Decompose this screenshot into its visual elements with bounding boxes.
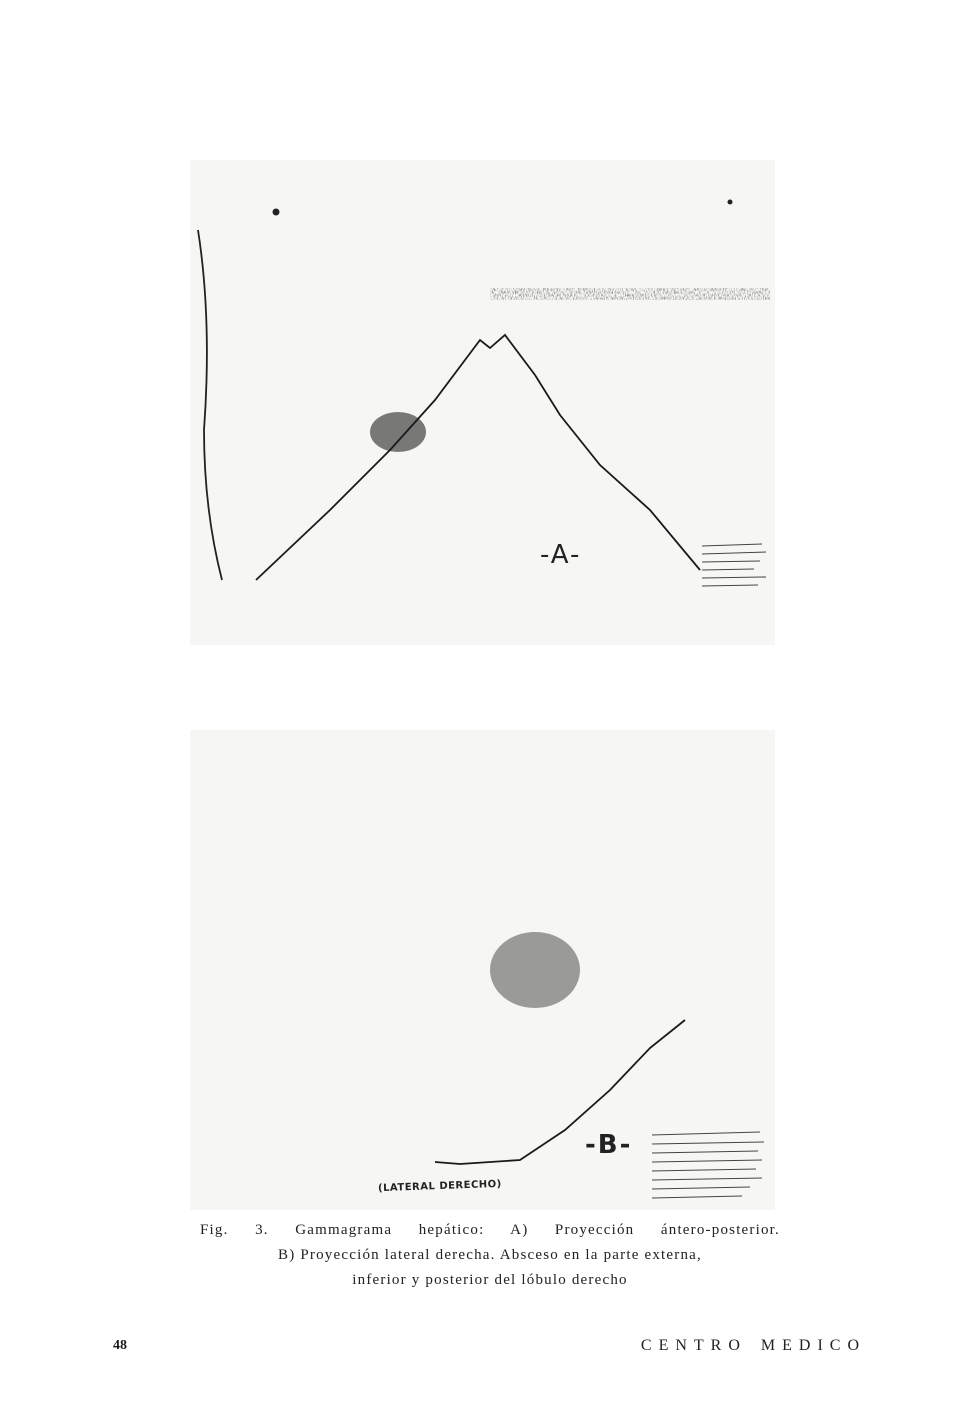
scan-a-corner-marker (728, 200, 733, 205)
scan-b-uptake-dots (190, 730, 775, 1210)
panel-a-label: -A- (540, 540, 582, 570)
scan-image-right-lateral (190, 730, 775, 1210)
journal-running-head (641, 1337, 866, 1355)
journal-name-word: CENTRO (640, 1337, 747, 1354)
page-number: 48 (113, 1338, 127, 1353)
journal-name-word: MEDICO (760, 1337, 866, 1354)
scan-a-uptake-dots (190, 160, 775, 645)
panel-b-view-note: (LATERAL DERECHO) (377, 1178, 502, 1195)
scan-image-anteroposterior (190, 160, 775, 645)
scan-a-corner-marker (273, 209, 280, 216)
panel-b-label: -B- (585, 1130, 633, 1160)
caption-line: Fig. 3. Gammagrama hepático: A) Proyección ántero-posterior. (200, 1222, 780, 1238)
figure-caption (200, 1218, 780, 1293)
caption-line: B) Proyección lateral derecha. Absceso en la parte externa, (278, 1247, 702, 1263)
caption-line: inferior y posterior del lóbulo derecho (352, 1272, 628, 1288)
scan-b-hot-spot (490, 932, 580, 1008)
